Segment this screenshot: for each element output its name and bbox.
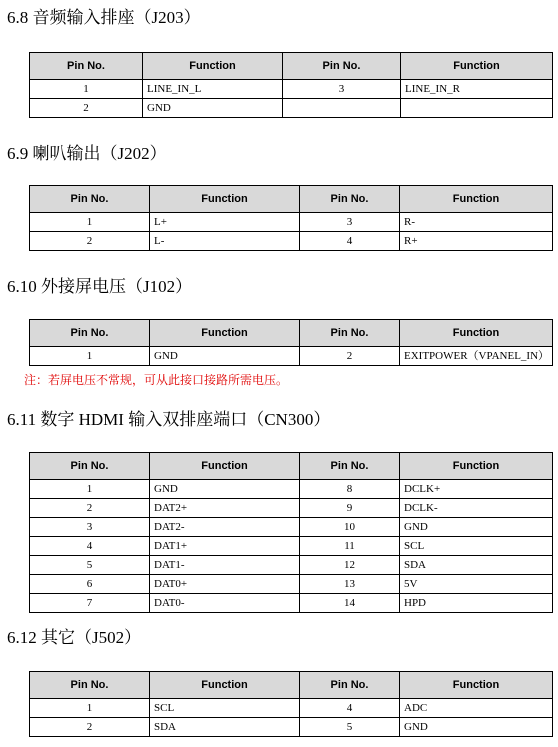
pin-function: DCLK+ xyxy=(400,480,553,499)
column-header-pin-no: Pin No. xyxy=(30,186,150,213)
column-header-pin-no: Pin No. xyxy=(30,453,150,480)
table-row xyxy=(30,575,553,594)
column-header-function: Function xyxy=(150,186,300,213)
pin-table-j202 xyxy=(29,185,553,251)
pin-number: 9 xyxy=(300,499,400,518)
section-title-j102: 6.10 外接屏电压（J102） xyxy=(7,277,193,296)
pin-number: 3 xyxy=(300,213,400,232)
pin-function: GND xyxy=(400,718,553,737)
pin-function: L+ xyxy=(150,213,300,232)
column-header-function: Function xyxy=(400,672,553,699)
pin-function: DAT1- xyxy=(150,556,300,575)
pin-number: 14 xyxy=(300,594,400,613)
table-row xyxy=(30,480,553,499)
pin-function: SDA xyxy=(400,556,553,575)
pin-function: EXITPOWER（VPANEL_IN） xyxy=(400,347,553,366)
pin-number: 1 xyxy=(30,699,150,718)
pin-number: 2 xyxy=(30,232,150,251)
section-title-j502: 6.12 其它（J502） xyxy=(7,628,142,647)
column-header-pin-no: Pin No. xyxy=(30,53,143,80)
pin-function: LINE_IN_R xyxy=(401,80,553,99)
pin-number: 2 xyxy=(300,347,400,366)
table-row xyxy=(30,556,553,575)
pin-number: 5 xyxy=(30,556,150,575)
pin-number: 4 xyxy=(30,537,150,556)
pin-table-cn300 xyxy=(29,452,553,613)
column-header-pin-no: Pin No. xyxy=(300,453,400,480)
pin-function: DAT0+ xyxy=(150,575,300,594)
column-header-function: Function xyxy=(150,672,300,699)
section-title-j203: 6.8 音频输入排座（J203） xyxy=(7,8,201,27)
column-header-function: Function xyxy=(400,186,553,213)
pin-table-j502 xyxy=(29,671,553,737)
pin-function: DCLK- xyxy=(400,499,553,518)
column-header-function: Function xyxy=(400,320,553,347)
pin-number: 1 xyxy=(30,213,150,232)
pin-number: 3 xyxy=(283,80,401,99)
pin-number: 4 xyxy=(300,699,400,718)
pin-function: GND xyxy=(150,480,300,499)
pin-function: L- xyxy=(150,232,300,251)
column-header-function: Function xyxy=(150,320,300,347)
table-header-row xyxy=(30,453,553,480)
column-header-function: Function xyxy=(150,453,300,480)
pin-function: LINE_IN_L xyxy=(143,80,283,99)
table-row xyxy=(30,232,553,251)
pin-function: SCL xyxy=(150,699,300,718)
column-header-function: Function xyxy=(400,453,553,480)
table-header-row xyxy=(30,320,553,347)
pin-number: 10 xyxy=(300,518,400,537)
pin-number: 2 xyxy=(30,499,150,518)
pin-function: SDA xyxy=(150,718,300,737)
table-row xyxy=(30,347,553,366)
table-row xyxy=(30,594,553,613)
pin-number: 1 xyxy=(30,80,143,99)
pin-function: GND xyxy=(400,518,553,537)
pin-number xyxy=(283,99,401,118)
pin-function: R+ xyxy=(400,232,553,251)
pin-function: DAT2+ xyxy=(150,499,300,518)
section-title-j202: 6.9 喇叭输出（J202） xyxy=(7,144,167,163)
pin-function: GND xyxy=(143,99,283,118)
section-title-cn300: 6.11 数字 HDMI 输入双排座端口（CN300） xyxy=(7,410,331,429)
pin-function: HPD xyxy=(400,594,553,613)
pin-function xyxy=(401,99,553,118)
table-row xyxy=(30,499,553,518)
pin-function: 5V xyxy=(400,575,553,594)
table-row xyxy=(30,518,553,537)
pin-function: SCL xyxy=(400,537,553,556)
pin-number: 6 xyxy=(30,575,150,594)
column-header-function: Function xyxy=(401,53,553,80)
table-row xyxy=(30,537,553,556)
table-row xyxy=(30,213,553,232)
voltage-note: 注：若屏电压不常规，可从此接口接路所需电压。 xyxy=(24,373,289,387)
table-row xyxy=(30,699,553,718)
column-header-pin-no: Pin No. xyxy=(300,320,400,347)
column-header-pin-no: Pin No. xyxy=(300,672,400,699)
table-row xyxy=(30,718,553,737)
pin-number: 7 xyxy=(30,594,150,613)
pin-number: 1 xyxy=(30,347,150,366)
column-header-pin-no: Pin No. xyxy=(283,53,401,80)
pin-number: 2 xyxy=(30,718,150,737)
table-header-row xyxy=(30,672,553,699)
pin-number: 8 xyxy=(300,480,400,499)
pin-number: 2 xyxy=(30,99,143,118)
pin-function: GND xyxy=(150,347,300,366)
table-header-row xyxy=(30,186,553,213)
pin-number: 11 xyxy=(300,537,400,556)
pin-function: DAT0- xyxy=(150,594,300,613)
table-row xyxy=(30,80,553,99)
column-header-pin-no: Pin No. xyxy=(30,672,150,699)
column-header-pin-no: Pin No. xyxy=(30,320,150,347)
table-row xyxy=(30,99,553,118)
pin-function: ADC xyxy=(400,699,553,718)
pin-function: DAT1+ xyxy=(150,537,300,556)
pin-function: R- xyxy=(400,213,553,232)
table-header-row xyxy=(30,53,553,80)
pin-table-j102 xyxy=(29,319,553,366)
pin-number: 1 xyxy=(30,480,150,499)
pin-number: 12 xyxy=(300,556,400,575)
column-header-function: Function xyxy=(143,53,283,80)
pin-number: 4 xyxy=(300,232,400,251)
pin-number: 3 xyxy=(30,518,150,537)
column-header-pin-no: Pin No. xyxy=(300,186,400,213)
pin-number: 13 xyxy=(300,575,400,594)
pin-number: 5 xyxy=(300,718,400,737)
pin-function: DAT2- xyxy=(150,518,300,537)
pin-table-j203 xyxy=(29,52,553,118)
